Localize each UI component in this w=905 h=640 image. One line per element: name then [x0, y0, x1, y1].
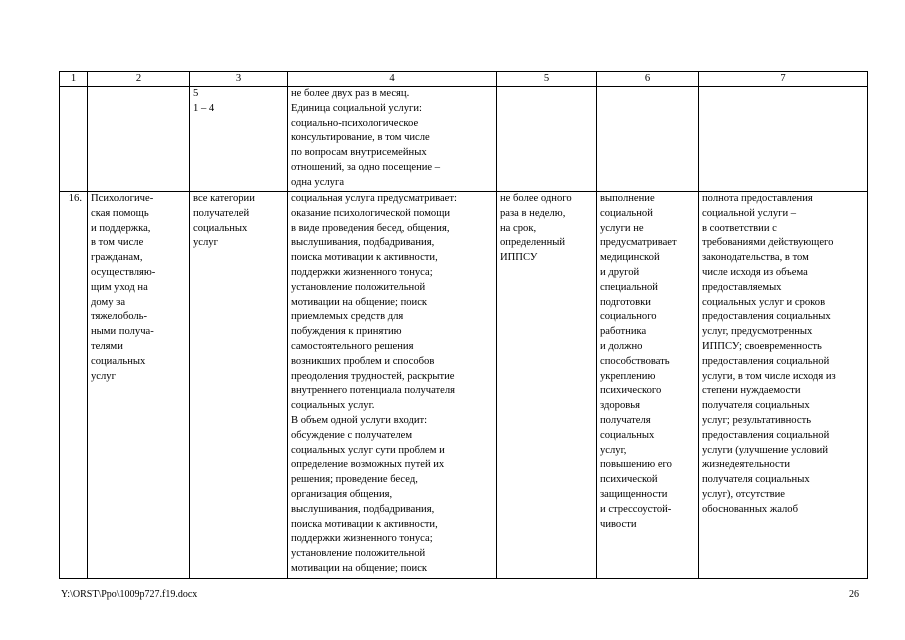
table-cell	[597, 87, 699, 192]
text-line: социальная услуга предусматривает:	[291, 193, 457, 204]
text-line: щим уход на	[91, 281, 148, 293]
text-line: ными получа-	[91, 326, 154, 338]
text-line: поддержки жизненного тонуса;	[291, 266, 433, 278]
service-name-cell	[88, 192, 190, 579]
text-line: по вопросам внутрисемейных	[291, 147, 427, 159]
text-line: обоснованных жалоб	[702, 503, 798, 515]
text-line: не более двух раз в месяц.	[291, 88, 410, 99]
table-cell	[497, 87, 597, 192]
text-line: получателя социальных	[702, 474, 810, 486]
file-path: Y:\ORST\Ppo\1009p727.f19.docx	[61, 589, 198, 600]
text-line: гражданам,	[91, 252, 143, 264]
text-line: полнота предоставления	[702, 193, 813, 204]
text-line: социальных услуг.	[291, 400, 375, 412]
column-header: 7	[699, 72, 868, 87]
text-line: и стрессоустой-	[600, 503, 672, 515]
text-line: отношений, за одно посещение –	[291, 161, 441, 173]
text-line: определение возможных путей их	[291, 459, 445, 471]
text-line: приемлемых средств для	[291, 311, 404, 323]
text-line: услуги (улучшение условий	[702, 444, 828, 456]
conditions-cell	[597, 192, 699, 579]
text-line: преодоления трудностей, раскрытие	[291, 370, 455, 382]
text-line: в виде проведения бесед, общения,	[291, 222, 450, 234]
text-line: определенный	[500, 237, 566, 249]
description-cell	[288, 192, 497, 579]
text-line: жизнедеятельности	[702, 459, 791, 471]
page-number: 26	[849, 589, 859, 600]
text-line: и поддержка,	[91, 222, 151, 234]
text-line: выслушивания, подбадривания,	[291, 237, 435, 249]
table-cell	[190, 87, 288, 192]
text-line: социальной услуги –	[702, 207, 797, 219]
quality-cell	[699, 192, 868, 579]
column-header: 3	[190, 72, 288, 87]
text-line: ская помощь	[91, 207, 149, 219]
text-line: здоровья	[600, 400, 640, 412]
text-line: услуги, в том числе исходя из	[702, 370, 836, 382]
text-line: осуществляю-	[91, 266, 156, 278]
text-line: числе исходя из объема	[702, 266, 808, 278]
column-header: 6	[597, 72, 699, 87]
column-header: 4	[288, 72, 497, 87]
text-line: степени нуждаемости	[702, 385, 801, 397]
text-line: ИППСУ	[500, 252, 538, 264]
text-line: организация общения,	[291, 488, 393, 500]
text-line: законодательства, в том	[702, 252, 809, 264]
text-line: В объем одной услуги входит:	[291, 414, 428, 426]
text-line: специальной	[600, 281, 658, 293]
services-table	[59, 71, 868, 579]
text-line: дому за	[91, 296, 126, 308]
text-line: повышению его	[600, 459, 672, 471]
text-line: подготовки	[600, 296, 651, 308]
text-line: установление положительной	[291, 281, 426, 293]
text-line: получателей	[193, 207, 250, 219]
text-line: в том числе	[91, 237, 144, 249]
column-header: 5	[497, 72, 597, 87]
text-line: способствовать	[600, 355, 670, 367]
text-line: услуг; результативность	[702, 414, 812, 426]
text-line: одна услуга	[291, 176, 345, 188]
text-line: поиска мотивации к активности,	[291, 518, 438, 530]
text-line: защищенности	[600, 488, 668, 500]
text-line: оказание психологической помощи	[291, 207, 451, 219]
text-line: предоставления социальной	[702, 355, 830, 367]
text-line: социальных	[91, 355, 146, 367]
text-line: возникших проблем и способов	[291, 355, 435, 367]
text-line: и должно	[600, 340, 643, 352]
text-line: выслушивания, подбадривания,	[291, 503, 435, 515]
text-line: услуг	[193, 237, 218, 249]
table-cell	[88, 87, 190, 192]
text-line: социального	[600, 311, 657, 323]
text-line: работника	[600, 326, 647, 338]
text-line: все категории	[193, 193, 255, 204]
text-line: на срок,	[500, 222, 537, 234]
text-line: поддержки жизненного тонуса;	[291, 533, 433, 545]
column-header: 2	[88, 72, 190, 87]
frequency-cell	[497, 192, 597, 579]
text-line: социальных	[193, 222, 248, 234]
continuation-row	[60, 87, 868, 192]
text-line: предоставления социальных	[702, 311, 831, 323]
text-line: Единица социальной услуги:	[291, 102, 422, 114]
text-line: предоставляемых	[702, 281, 782, 293]
text-line: социально-психологическое	[291, 117, 419, 129]
text-line: выполнение	[600, 193, 655, 204]
text-line: внутреннего потенциала получателя	[291, 385, 456, 397]
text-line: укреплению	[600, 370, 656, 382]
text-line: в соответствии с	[702, 222, 777, 234]
text-line: социальных услуг сути проблем и	[291, 444, 445, 456]
text-line: требованиями действующего	[702, 237, 834, 249]
text-line: услуг	[91, 370, 116, 382]
row-number: 16.	[60, 192, 88, 579]
text-line: раза в неделю,	[500, 207, 566, 219]
table-cell	[288, 87, 497, 192]
text-line: решения; проведение бесед,	[291, 474, 418, 486]
text-line: 1 – 4	[193, 102, 215, 114]
text-line: услуг, предусмотренных	[702, 326, 813, 338]
text-line: 5	[193, 88, 199, 99]
text-line: медицинской	[600, 252, 660, 264]
text-line: мотивации на общение; поиск	[291, 296, 428, 308]
text-line: тяжелоболь-	[91, 311, 148, 323]
text-line: услуг), отсутствие	[702, 488, 785, 500]
text-line: ИППСУ; своевременность	[702, 340, 822, 352]
text-line: услуги не	[600, 222, 644, 234]
table-row	[60, 192, 868, 579]
text-line: чивости	[600, 518, 637, 530]
text-line: побуждения к принятию	[291, 326, 402, 338]
column-number-row	[60, 72, 868, 87]
text-line: мотивации на общение; поиск	[291, 562, 428, 574]
text-line: и другой	[600, 266, 640, 278]
recipients-cell	[190, 192, 288, 579]
text-line: услуг,	[600, 444, 627, 456]
text-line: получателя социальных	[702, 400, 810, 412]
text-line: социальных услуг и сроков	[702, 296, 826, 308]
text-line: социальных	[600, 429, 655, 441]
text-line: получателя	[600, 414, 651, 426]
column-header: 1	[60, 72, 88, 87]
text-line: психического	[600, 385, 662, 397]
text-line: социальной	[600, 207, 653, 219]
text-line: предусматривает	[600, 237, 677, 249]
text-line: обсуждение с получателем	[291, 429, 413, 441]
text-line: поиска мотивации к активности,	[291, 252, 438, 264]
text-line: консультирование, в том числе	[291, 132, 430, 144]
text-line: телями	[91, 340, 123, 352]
text-line: предоставления социальной	[702, 429, 830, 441]
text-line: самостоятельного решения	[291, 340, 414, 352]
table-cell	[60, 87, 88, 192]
text-line: психической	[600, 474, 658, 486]
table-cell	[699, 87, 868, 192]
text-line: не более одного	[500, 193, 572, 204]
text-line: установление положительной	[291, 548, 426, 560]
text-line: Психологиче-	[91, 193, 154, 204]
